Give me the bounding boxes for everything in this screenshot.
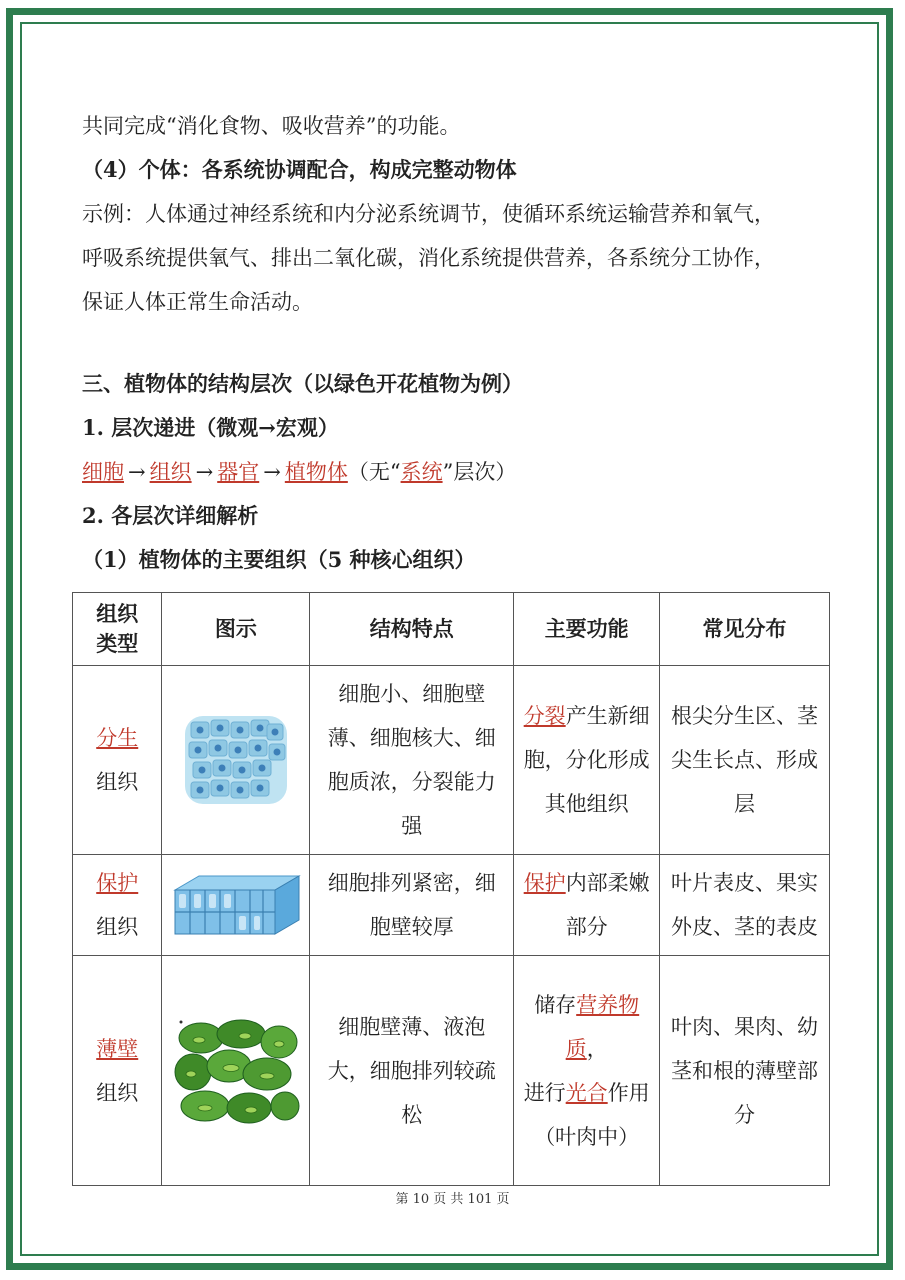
- flow-arrow: →: [195, 460, 214, 484]
- table-row: [73, 956, 830, 1186]
- table-row: [73, 666, 830, 855]
- flow-cell: 细胞: [82, 460, 124, 484]
- plant-tissue-table: [72, 592, 830, 1186]
- cell-distribution: 根尖分生区、茎尖生长点、形成层: [660, 666, 830, 855]
- flow-organ: 器官: [217, 460, 260, 484]
- flow-arrow: →: [263, 460, 281, 484]
- flow-note-pre: （无“: [347, 460, 401, 484]
- flow-plant: 植物体: [284, 460, 348, 484]
- example-line-3: 保证人体正常生命活动。: [82, 290, 313, 314]
- protective-tissue-image: [171, 872, 301, 938]
- table-row: [73, 855, 830, 956]
- cell-structure: 细胞壁薄、液泡大，细胞排列较疏松: [310, 956, 514, 1186]
- cell-diagram: [162, 666, 310, 855]
- table-header-row: [73, 593, 830, 666]
- subheading-detail: 2. 各层次详细解析: [82, 503, 259, 528]
- cell-function: 储存营养物质， 进行光合作用 （叶肉中）: [514, 956, 660, 1186]
- header-distribution: 常见分布: [660, 593, 830, 666]
- cell-structure: 细胞排列紧密，细胞壁较厚: [310, 855, 514, 956]
- cell-distribution: 叶肉、果肉、幼茎和根的薄壁部分: [660, 956, 830, 1186]
- parenchyma-tissue-image: [171, 1016, 301, 1126]
- section-heading-plant: 三、植物体的结构层次（以绿色开花植物为例）: [82, 371, 523, 396]
- cell-structure: 细胞小、细胞壁薄、细胞核大、细胞质浓，分裂能力强: [310, 666, 514, 855]
- cell-diagram: [162, 855, 310, 956]
- subheading-tissues: （1）植物体的主要组织（5 种核心组织）: [82, 547, 476, 572]
- cell-function: 保护内部柔嫩部分: [514, 855, 660, 956]
- heading-individual: （4）个体：各系统协调配合，构成完整动物体: [82, 157, 517, 182]
- flow-note-post: ”层次）: [442, 460, 517, 484]
- paragraph-function: 共同完成“消化食物、吸收营养”的功能。: [82, 114, 461, 138]
- example-line-1: 示例：人体通过神经系统和内分泌系统调节，使循环系统运输营养和氧气，: [82, 202, 775, 226]
- cell-tissue-type: 分生 组织: [73, 666, 162, 855]
- subheading-hierarchy: 1. 层次递进（微观→宏观）: [82, 415, 339, 440]
- flow-tissue: 组织: [149, 460, 192, 484]
- flow-arrow: →: [128, 460, 146, 484]
- header-tissue-type: 组织 类型: [73, 593, 162, 666]
- hierarchy-flow: [82, 450, 832, 494]
- header-diagram: 图示: [162, 593, 310, 666]
- page-content: [82, 104, 832, 582]
- header-function: 主要功能: [514, 593, 660, 666]
- flow-note-system: 系统: [400, 460, 443, 484]
- cell-function: 分裂产生新细胞，分化形成其他组织: [514, 666, 660, 855]
- example-line-2: 呼吸系统提供氧气、排出二氧化碳，消化系统提供营养，各系统分工协作，: [82, 246, 775, 270]
- cell-diagram: [162, 956, 310, 1186]
- meristem-tissue-image: [181, 710, 291, 810]
- page-number: 第 10 页 共 101 页: [395, 1192, 510, 1207]
- header-structure: 结构特点: [310, 593, 514, 666]
- cell-distribution: 叶片表皮、果实外皮、茎的表皮: [660, 855, 830, 956]
- cell-tissue-type: 薄壁 组织: [73, 956, 162, 1186]
- cell-tissue-type: 保护 组织: [73, 855, 162, 956]
